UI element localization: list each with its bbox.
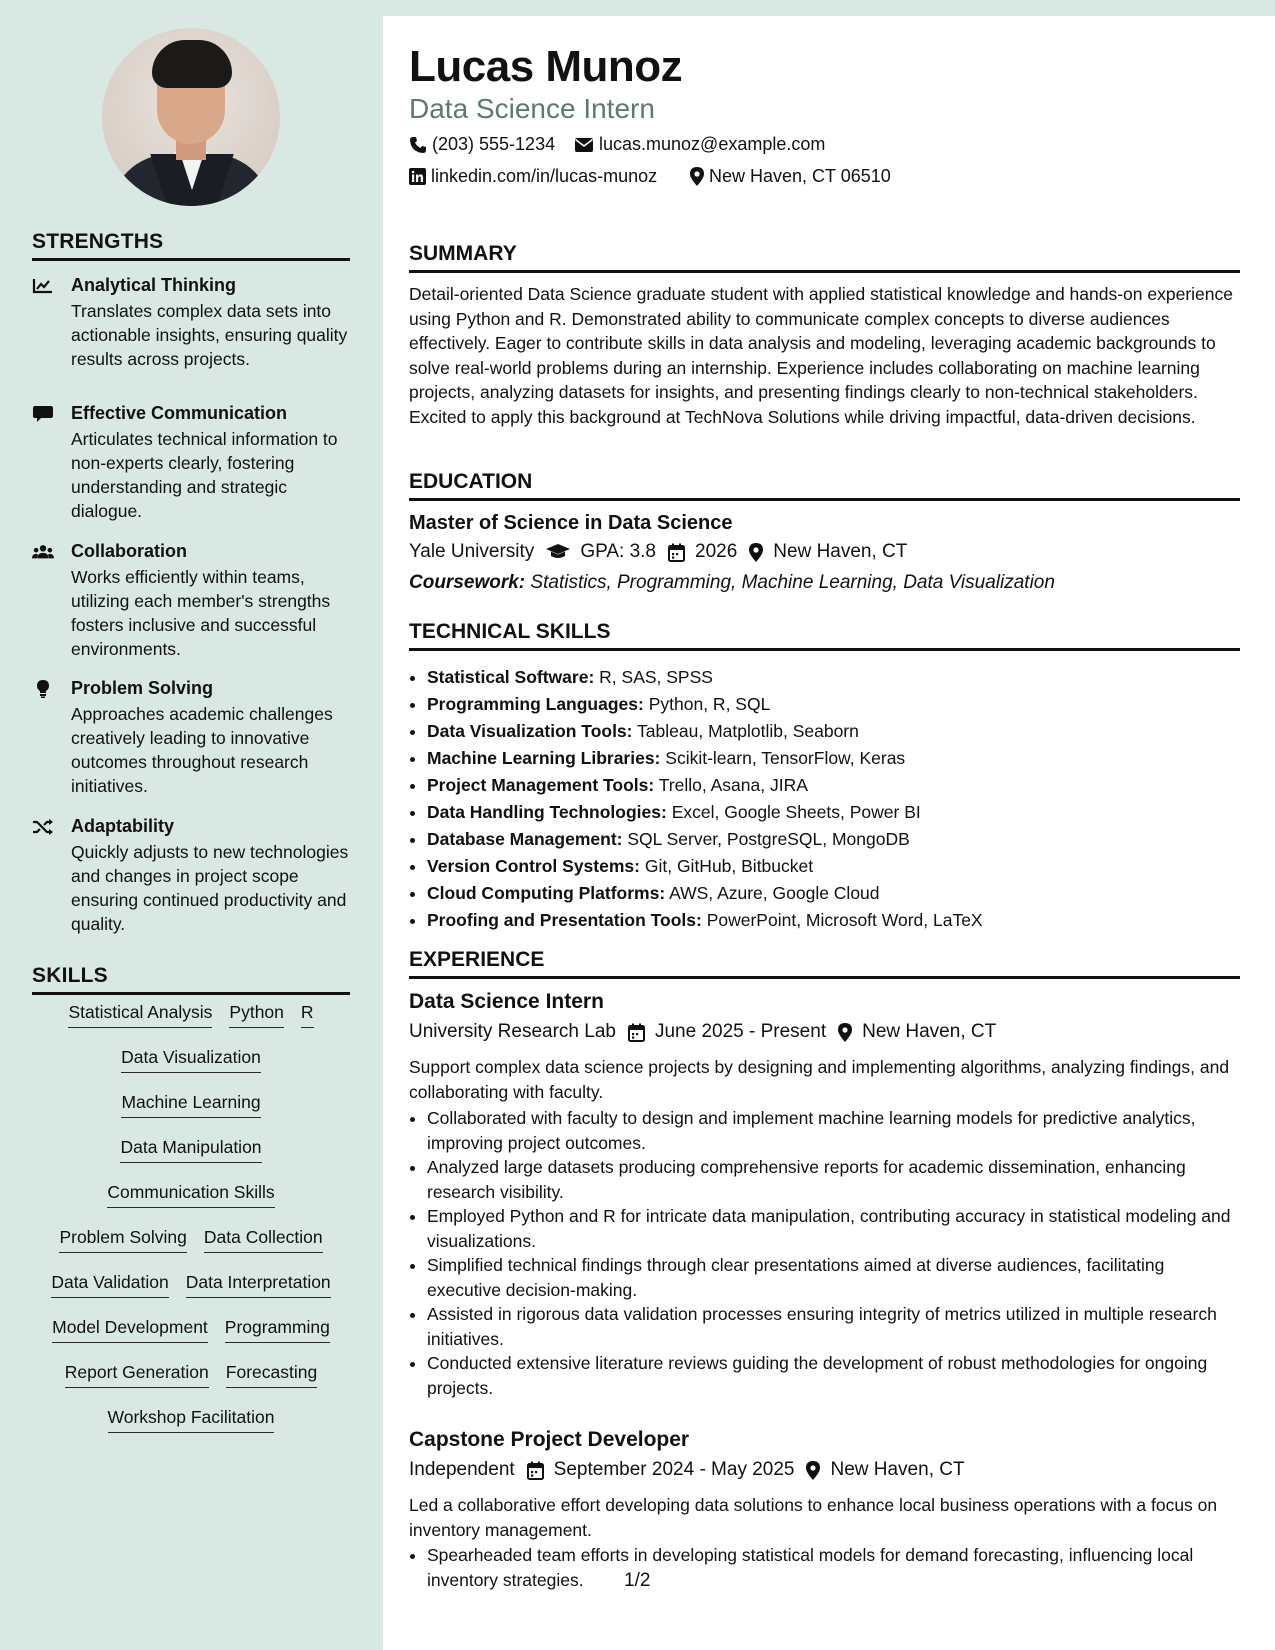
education-heading: EDUCATION [409, 470, 1240, 501]
skills-cloud [32, 1002, 350, 1452]
skill-tag: Model Development [52, 1317, 208, 1343]
avatar [102, 28, 280, 206]
map-pin-icon [838, 1023, 852, 1042]
job-description: Led a collaborative effort developing data solutions to enhance local business operations with a focus on inventory management. [409, 1495, 1218, 1540]
skill-tag: Communication Skills [107, 1182, 274, 1208]
job-bullets [409, 1543, 1239, 1592]
coursework-list: Statistics, Programming, Machine Learning, Data Visualization [530, 572, 1055, 593]
contact-location [690, 166, 891, 187]
skill-tag: Statistical Analysis [68, 1002, 212, 1028]
list-item: • Collaborated with faculty to design and implement machine learning models for predictive analytics, improving project outcomes. [427, 1106, 1239, 1155]
skill-tag: Workshop Facilitation [108, 1407, 275, 1433]
contact-linkedin [409, 166, 657, 187]
degree-title: Master of Science in Data Science [409, 512, 733, 534]
skill-tag: Forecasting [226, 1362, 317, 1388]
job-location: New Haven, CT [862, 1021, 997, 1042]
job-bullets [409, 1106, 1239, 1400]
job-meta [409, 1021, 996, 1043]
grad-year: 2026 [695, 541, 738, 562]
gpa-text: GPA: 3.8 [580, 541, 656, 562]
graduation-cap-icon [546, 543, 570, 561]
strength-title: Problem Solving [71, 678, 214, 698]
technical-skills-list [409, 664, 983, 934]
strength-title: Collaboration [71, 541, 187, 561]
job-dates: June 2025 - Present [654, 1021, 827, 1042]
candidate-title: Data Science Intern [409, 93, 655, 124]
list-item: • Statistical Software: R, SAS, SPSS [427, 664, 983, 691]
envelope-icon [574, 137, 594, 153]
strengths-heading: STRENGTHS [32, 230, 350, 261]
strength-desc: Works efficiently within teams, utilizing each member's strengths fosters inclusive and successful environments. [71, 567, 331, 659]
list-item: • Cloud Computing Platforms: AWS, Azure, Google Cloud [427, 880, 983, 907]
job-org: University Research Lab [409, 1021, 616, 1042]
calendar-icon [628, 1023, 645, 1042]
job-org: Independent [409, 1459, 515, 1480]
skill-tag: Data Interpretation [186, 1272, 331, 1298]
job-title: Data Science Intern [409, 990, 604, 1013]
header-band [383, 0, 1275, 16]
list-item: • Conducted extensive literature reviews guiding the development of robust methodologies for ongoing projects. [427, 1351, 1239, 1400]
skill-tag: Data Manipulation [120, 1137, 261, 1163]
list-item: • Machine Learning Libraries: Scikit-learn, TensorFlow, Keras [427, 745, 983, 772]
skill-tag: Machine Learning [121, 1092, 260, 1118]
list-item: • Project Management Tools: Trello, Asana, JIRA [427, 772, 983, 799]
list-item: • Analyzed large datasets producing comprehensive reports for academic dissemination, enhancing research visibility. [427, 1155, 1239, 1204]
linkedin-link[interactable]: linkedin.com/in/lucas-munoz [431, 166, 658, 186]
map-pin-icon [749, 543, 763, 562]
page-number: 1/2 [624, 1570, 651, 1591]
job-description: Support complex data science projects by designing and implementing algorithms, analyzing findings, and collaborating with faculty. [409, 1057, 1230, 1102]
coursework-label: Coursework: [409, 572, 526, 593]
strength-title: Effective Communication [71, 403, 288, 423]
list-item: • Data Visualization Tools: Tableau, Matplotlib, Seaborn [427, 718, 983, 745]
linkedin-icon [409, 168, 426, 185]
technical-skills-heading: TECHNICAL SKILLS [409, 620, 1240, 651]
contact-email [574, 134, 825, 155]
lightbulb-icon [32, 680, 54, 698]
skills-heading: SKILLS [32, 964, 350, 995]
list-item: • Proofing and Presentation Tools: PowerPoint, Microsoft Word, LaTeX [427, 907, 983, 934]
education-details [409, 541, 907, 563]
skill-tag: Problem Solving [59, 1227, 186, 1253]
chart-line-icon [32, 277, 54, 295]
job-meta [409, 1459, 965, 1481]
email-link[interactable]: lucas.munoz@example.com [599, 134, 826, 154]
strength-title: Adaptability [71, 816, 175, 836]
job-title: Capstone Project Developer [409, 1428, 690, 1451]
location-text: New Haven, CT 06510 [709, 166, 891, 186]
summary-heading: SUMMARY [409, 242, 1240, 273]
skill-tag: Data Collection [204, 1227, 323, 1253]
school-location: New Haven, CT [773, 541, 908, 562]
school-name: Yale University [409, 541, 535, 562]
list-item: • Spearheaded team efforts in developing statistical models for demand forecasting, influencing local inventory strategies. [427, 1543, 1239, 1592]
shuffle-icon [32, 818, 54, 836]
skill-tag: Python [229, 1002, 283, 1028]
list-item: • Simplified technical findings through clear presentations aimed at diverse audiences, facilitating executive decision-making. [427, 1253, 1239, 1302]
experience-heading: EXPERIENCE [409, 948, 1240, 979]
list-item: • Database Management: SQL Server, PostgreSQL, MongoDB [427, 826, 983, 853]
map-pin-icon [690, 167, 704, 186]
users-icon [32, 543, 54, 561]
calendar-icon [527, 1461, 544, 1480]
summary-text: Detail-oriented Data Science graduate student with applied statistical knowledge and hands-on experience using Python and R. Demonstrated ability to communicate complex concepts to diverse audiences effectively. Eager to contribute skills in data analysis and modeling, leveraging academic backgrounds to solve real-world problems during an internship. Experience includes collaborating on machine learning projects, analyzing datasets for insights, and presenting findings clearly to non-technical stakeholders. Excited to apply this background at TechNova Solutions while driving impactful, data-driven decisions. [409, 284, 1233, 427]
skill-tag: Programming [225, 1317, 330, 1343]
list-item: • Assisted in rigorous data validation processes ensuring integrity of metrics utilized in multiple research initiatives. [427, 1302, 1239, 1351]
calendar-icon [668, 543, 685, 562]
list-item: • Programming Languages: Python, R, SQL [427, 691, 983, 718]
contact-phone [409, 134, 555, 155]
job-dates: September 2024 - May 2025 [553, 1459, 795, 1480]
skill-tag: Report Generation [65, 1362, 209, 1388]
strength-desc: Translates complex data sets into actionable insights, ensuring quality results across projects. [71, 301, 348, 369]
list-item: • Version Control Systems: Git, GitHub, Bitbucket [427, 853, 983, 880]
strength-desc: Articulates technical information to non-experts clearly, fostering understanding and strategic dialogue. [71, 429, 338, 521]
list-item: • Data Handling Technologies: Excel, Google Sheets, Power BI [427, 799, 983, 826]
skill-tag: R [301, 1002, 314, 1028]
phone-text[interactable]: (203) 555-1234 [432, 134, 556, 154]
comment-icon [32, 405, 54, 423]
phone-icon [409, 136, 427, 154]
skill-tag: Data Validation [51, 1272, 168, 1298]
job-location: New Haven, CT [830, 1459, 965, 1480]
map-pin-icon [806, 1461, 820, 1480]
strength-desc: Approaches academic challenges creatively leading to innovative outcomes throughout research initiatives. [71, 704, 333, 796]
skill-tag: Data Visualization [121, 1047, 261, 1073]
strength-title: Analytical Thinking [71, 275, 237, 295]
list-item: • Employed Python and R for intricate data manipulation, contributing accuracy in statistical modeling and visualizations. [427, 1204, 1239, 1253]
coursework [409, 572, 1055, 594]
strength-desc: Quickly adjusts to new technologies and changes in project scope ensuring continued productivity and quality. [71, 842, 349, 934]
candidate-name: Lucas Munoz [409, 42, 683, 91]
